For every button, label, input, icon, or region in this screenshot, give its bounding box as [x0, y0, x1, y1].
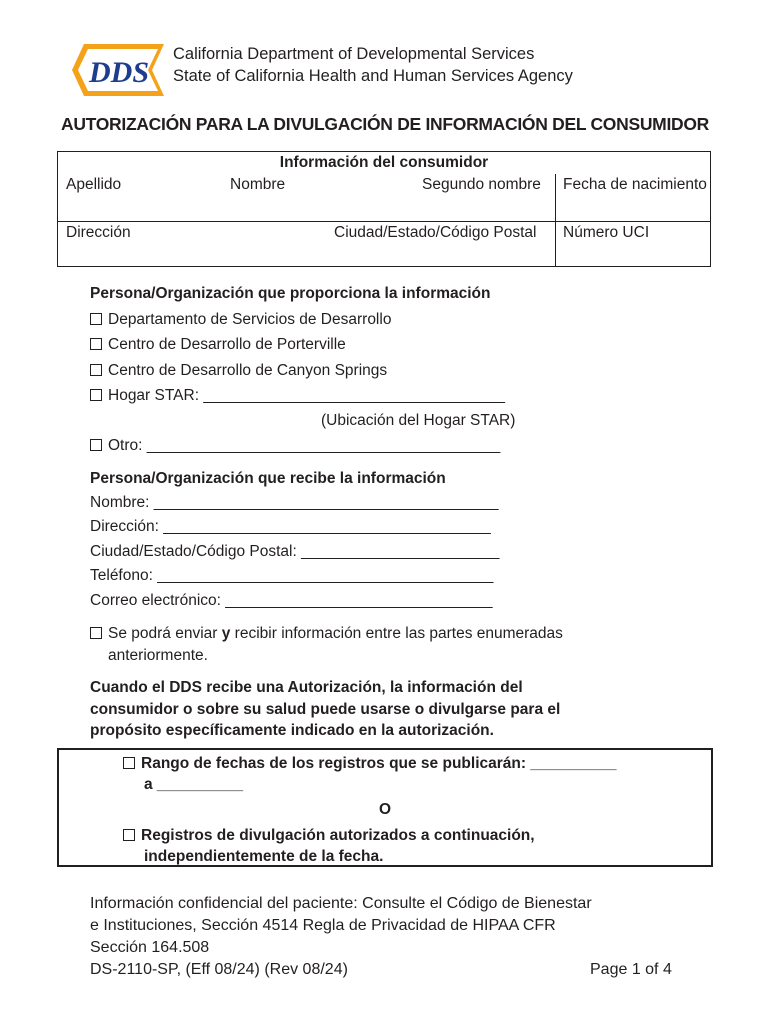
exchange-option[interactable] — [90, 625, 563, 643]
footer-line3: Sección 164.508 — [90, 939, 210, 956]
provider-option-canyon-springs[interactable] — [90, 362, 387, 380]
provider-option-star-home[interactable] — [90, 387, 505, 405]
dds-logo — [70, 42, 166, 98]
checkbox[interactable] — [123, 757, 135, 769]
recipient-address-field[interactable]: Dirección: ______________________________________ — [90, 518, 491, 535]
checkbox[interactable] — [90, 439, 102, 451]
form-id: DS-2110-SP, (Eff 08/24) (Rev 08/24) — [90, 961, 348, 978]
last-name-field[interactable]: Apellido — [66, 176, 122, 193]
recipient-name-field[interactable]: Nombre: ________________________________________ — [90, 494, 499, 511]
agency-line2: State of California Health and Human Services Agency — [173, 67, 573, 85]
uci-number-field[interactable]: Número UCI — [563, 224, 650, 241]
exchange-text-1: Se podrá enviar — [108, 625, 222, 642]
provider-option-other[interactable] — [90, 437, 500, 455]
option-label: Rango de fechas de los registros que se publicarán: __________ — [141, 755, 617, 772]
notice-line2: consumidor o sobre su salud puede usarse o divulgarse para el — [90, 701, 561, 718]
recipient-city-field[interactable]: Ciudad/Estado/Código Postal: _______________________ — [90, 543, 500, 560]
star-home-caption: (Ubicación del Hogar STAR) — [321, 412, 516, 429]
page-number: Page 1 of 4 — [590, 961, 672, 978]
checkbox[interactable] — [90, 627, 102, 639]
address-field[interactable]: Dirección — [66, 224, 131, 241]
checkbox[interactable] — [90, 313, 102, 325]
first-name-field[interactable]: Nombre — [230, 176, 286, 193]
release-date-to-field[interactable]: a __________ — [144, 776, 244, 793]
checkbox[interactable] — [90, 364, 102, 376]
exchange-text-line2: anteriormente. — [108, 647, 208, 664]
release-option-date-range[interactable] — [123, 755, 617, 773]
checkbox[interactable] — [90, 338, 102, 350]
exchange-text-2: recibir información entre las partes enumeradas — [230, 625, 563, 642]
footer-line2: e Instituciones, Sección 4514 Regla de Privacidad de HIPAA CFR — [90, 917, 556, 934]
column-divider — [555, 174, 556, 266]
recipient-email-field[interactable]: Correo electrónico: _______________________________ — [90, 592, 493, 609]
exchange-text-bold: y — [221, 625, 231, 642]
provider-heading: Persona/Organización que proporciona la información — [90, 285, 491, 302]
notice-line3: propósito específicamente indicado en la autorización. — [90, 722, 494, 739]
recipient-heading: Persona/Organización que recibe la información — [90, 470, 446, 487]
release-option2-line2: independientemente de la fecha. — [144, 848, 384, 865]
notice-line1: Cuando el DDS recibe una Autorización, la información del — [90, 679, 523, 696]
option-label: Departamento de Servicios de Desarrollo — [108, 311, 392, 328]
row-divider — [58, 221, 710, 222]
checkbox[interactable] — [123, 829, 135, 841]
or-separator: O — [378, 801, 392, 818]
checkbox[interactable] — [90, 389, 102, 401]
recipient-phone-field[interactable]: Teléfono: _______________________________________ — [90, 567, 494, 584]
form-title: AUTORIZACIÓN PARA LA DIVULGACIÓN DE INFORMACIÓN DEL CONSUMIDOR — [60, 114, 710, 134]
city-state-zip-field[interactable]: Ciudad/Estado/Código Postal — [334, 224, 537, 241]
option-label: Hogar STAR: ___________________________________ — [108, 387, 506, 404]
middle-name-field[interactable]: Segundo nombre — [422, 176, 541, 193]
option-label: Centro de Desarrollo de Canyon Springs — [108, 362, 388, 379]
consumer-info-heading: Información del consumidor — [279, 154, 489, 171]
release-option-all-records[interactable] — [123, 827, 535, 845]
consumer-info-box — [57, 151, 711, 267]
birth-date-field[interactable]: Fecha de nacimiento — [563, 176, 707, 193]
option-label: Registros de divulgación autorizados a continuación, — [141, 827, 535, 844]
agency-header — [173, 43, 573, 87]
option-label: Centro de Desarrollo de Porterville — [108, 336, 346, 353]
provider-option-porterville[interactable] — [90, 336, 346, 354]
logo-text: DDS — [88, 56, 150, 89]
footer-line1: Información confidencial del paciente: Consulte el Código de Bienestar — [90, 895, 592, 912]
agency-line1: California Department of Developmental Services — [173, 45, 535, 63]
provider-option-dds[interactable] — [90, 311, 391, 329]
option-label: Otro: _________________________________________ — [108, 437, 501, 454]
